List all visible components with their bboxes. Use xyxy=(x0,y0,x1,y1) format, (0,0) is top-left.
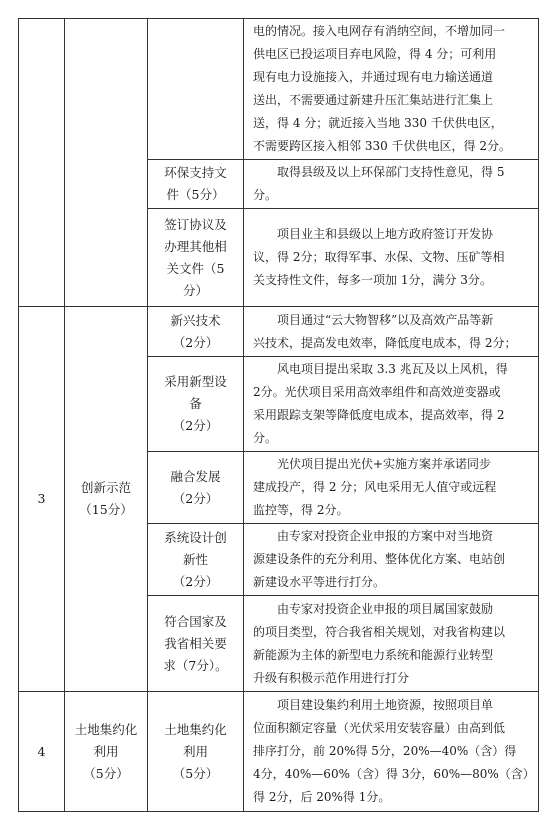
category-label: （5分） xyxy=(83,765,129,781)
category-label: 土地集约化 xyxy=(74,721,138,737)
category-cell xyxy=(65,19,148,307)
criteria-line: 源建设条件的充分利用、整体优化方案、电站创 xyxy=(253,552,506,566)
criteria-line: 光伏项目提出光伏+实施方案并承诺同步 xyxy=(277,457,492,471)
criteria-line: 兴技术，提高发电效率，降低度电成本，得 2分； xyxy=(253,335,517,350)
item-cell xyxy=(148,692,244,812)
criteria-line: 由专家对投资企业申报的项目属国家鼓励 xyxy=(277,601,494,616)
item-label: 符合国家及 xyxy=(164,613,227,629)
item-label: 利用 xyxy=(182,743,208,759)
item-cell xyxy=(148,357,244,452)
criteria-line: 取得县级及以上环保部门支持性意见，得 5 xyxy=(277,165,505,179)
category-cell xyxy=(65,307,148,692)
item-label: 关文件（5 xyxy=(166,260,225,276)
criteria-cell xyxy=(244,452,539,524)
criteria-line: 由专家对投资企业申报的方案中对当地资 xyxy=(277,529,494,543)
category-label: 利用 xyxy=(93,743,119,759)
item-label: 系统设计创 xyxy=(164,529,227,545)
criteria-cell xyxy=(244,357,539,452)
criteria-line: 电的情况。接入电网存有消纳空间，不增加同一 xyxy=(253,24,506,38)
item-label: 土地集约化 xyxy=(164,721,227,737)
table-row xyxy=(19,19,539,160)
criteria-line: 项目通过“云大物智移”以及高效产品等新 xyxy=(277,312,494,327)
criteria-line: 建成投产，得 2 分；风电采用无人值守或远程 xyxy=(253,480,497,494)
criteria-cell xyxy=(244,307,539,357)
criteria-cell xyxy=(244,692,539,812)
criteria-line: 的项目类型，符合我省相关规划，对我省构建以 xyxy=(253,624,506,639)
item-cell xyxy=(148,596,244,692)
criteria-line: 升级有积极示范作用进行打分 xyxy=(253,670,410,685)
criteria-cell xyxy=(244,209,539,307)
item-cell xyxy=(148,19,244,160)
criteria-cell xyxy=(244,596,539,692)
criteria-line: 风电项目提出采取 3.3 兆瓦及以上风机，得 xyxy=(277,362,508,376)
criteria-line: 新能源为主体的新型电力系统和能源行业转型 xyxy=(253,647,494,662)
criteria-line: 不需要跨区接入相邻 330 千伏供电区，得 2分。 xyxy=(253,139,511,153)
item-label: （5分） xyxy=(172,765,219,781)
criteria-line: 分。 xyxy=(253,188,278,202)
item-label: 环保支持文 xyxy=(164,165,227,180)
criteria-line: 项目业主和县级以上地方政府签订开发协 xyxy=(277,227,494,241)
item-cell xyxy=(148,452,244,524)
criteria-line: 排序打分，前 20%得 5分，20%—40%（含）得 xyxy=(253,744,517,758)
criteria-line: 监控等，得 2分。 xyxy=(253,503,349,517)
item-label: 我省相关要 xyxy=(164,635,227,651)
item-label: （2分） xyxy=(172,418,219,433)
criteria-line: 项目建设集约利用土地资源，按照项目单 xyxy=(277,698,494,712)
criteria-line: 送，得 4 分；就近接入当地 330 千伏供电区， xyxy=(253,116,503,130)
criteria-line: 供电区已投运项目弃电风险，得 4 分；可利用 xyxy=(253,47,497,61)
item-cell xyxy=(148,524,244,596)
category-label: 创新示范 xyxy=(80,480,131,495)
item-label: 签订协议及 xyxy=(164,216,227,232)
criteria-cell xyxy=(244,524,539,596)
table-row xyxy=(19,692,539,812)
criteria-line: 新建设水平等进行打分。 xyxy=(253,575,386,589)
item-label: 求（7分）。 xyxy=(163,657,228,673)
item-label: （2分） xyxy=(172,334,219,350)
criteria-line: 分。 xyxy=(253,431,278,445)
scoring-table xyxy=(18,18,539,812)
item-cell xyxy=(148,160,244,209)
item-label: 新兴技术 xyxy=(170,312,221,328)
criteria-cell xyxy=(244,160,539,209)
item-label: 融合发展 xyxy=(170,468,221,484)
table-row xyxy=(19,307,539,357)
item-label: 采用新型设 xyxy=(164,374,227,389)
number-cell: 4 xyxy=(19,692,65,812)
item-label: 备 xyxy=(189,396,202,411)
criteria-line: 议，得 2分；取得军事、水保、文物、压矿等相 xyxy=(253,250,505,264)
criteria-line: 关支持性文件，每多一项加 1分，满分 3分。 xyxy=(253,273,492,287)
criteria-line: 4分，40%—60%（含）得 3分，60%—80%（含） xyxy=(253,767,535,781)
number-cell: 3 xyxy=(19,307,65,692)
item-label: 件（5分） xyxy=(166,187,225,202)
item-label: （2分） xyxy=(172,490,219,506)
item-label: 办理其他相 xyxy=(164,238,227,254)
item-label: （2分） xyxy=(172,573,219,589)
criteria-line: 2分。光伏项目采用高效率组件和高效逆变器或 xyxy=(253,385,501,399)
criteria-line: 送出，不需要通过新建升压汇集站进行汇集上 xyxy=(253,93,494,107)
category-label: （15分） xyxy=(79,502,133,517)
criteria-line: 得 2分，后 20%得 1分。 xyxy=(253,790,391,804)
criteria-cell xyxy=(244,19,539,160)
item-cell xyxy=(148,209,244,307)
criteria-line: 采用跟踪支架等降低度电成本，提高效率，得 2 xyxy=(253,408,505,422)
number-cell xyxy=(19,19,65,307)
item-label: 新性 xyxy=(182,551,208,567)
criteria-line: 现有电力设施接入，并通过现有电力输送通道 xyxy=(253,70,494,84)
criteria-line: 位面积额定容量（光伏采用安装容量）由高到低 xyxy=(253,721,506,735)
item-label: 分） xyxy=(182,282,208,298)
item-cell xyxy=(148,307,244,357)
category-cell xyxy=(65,692,148,812)
